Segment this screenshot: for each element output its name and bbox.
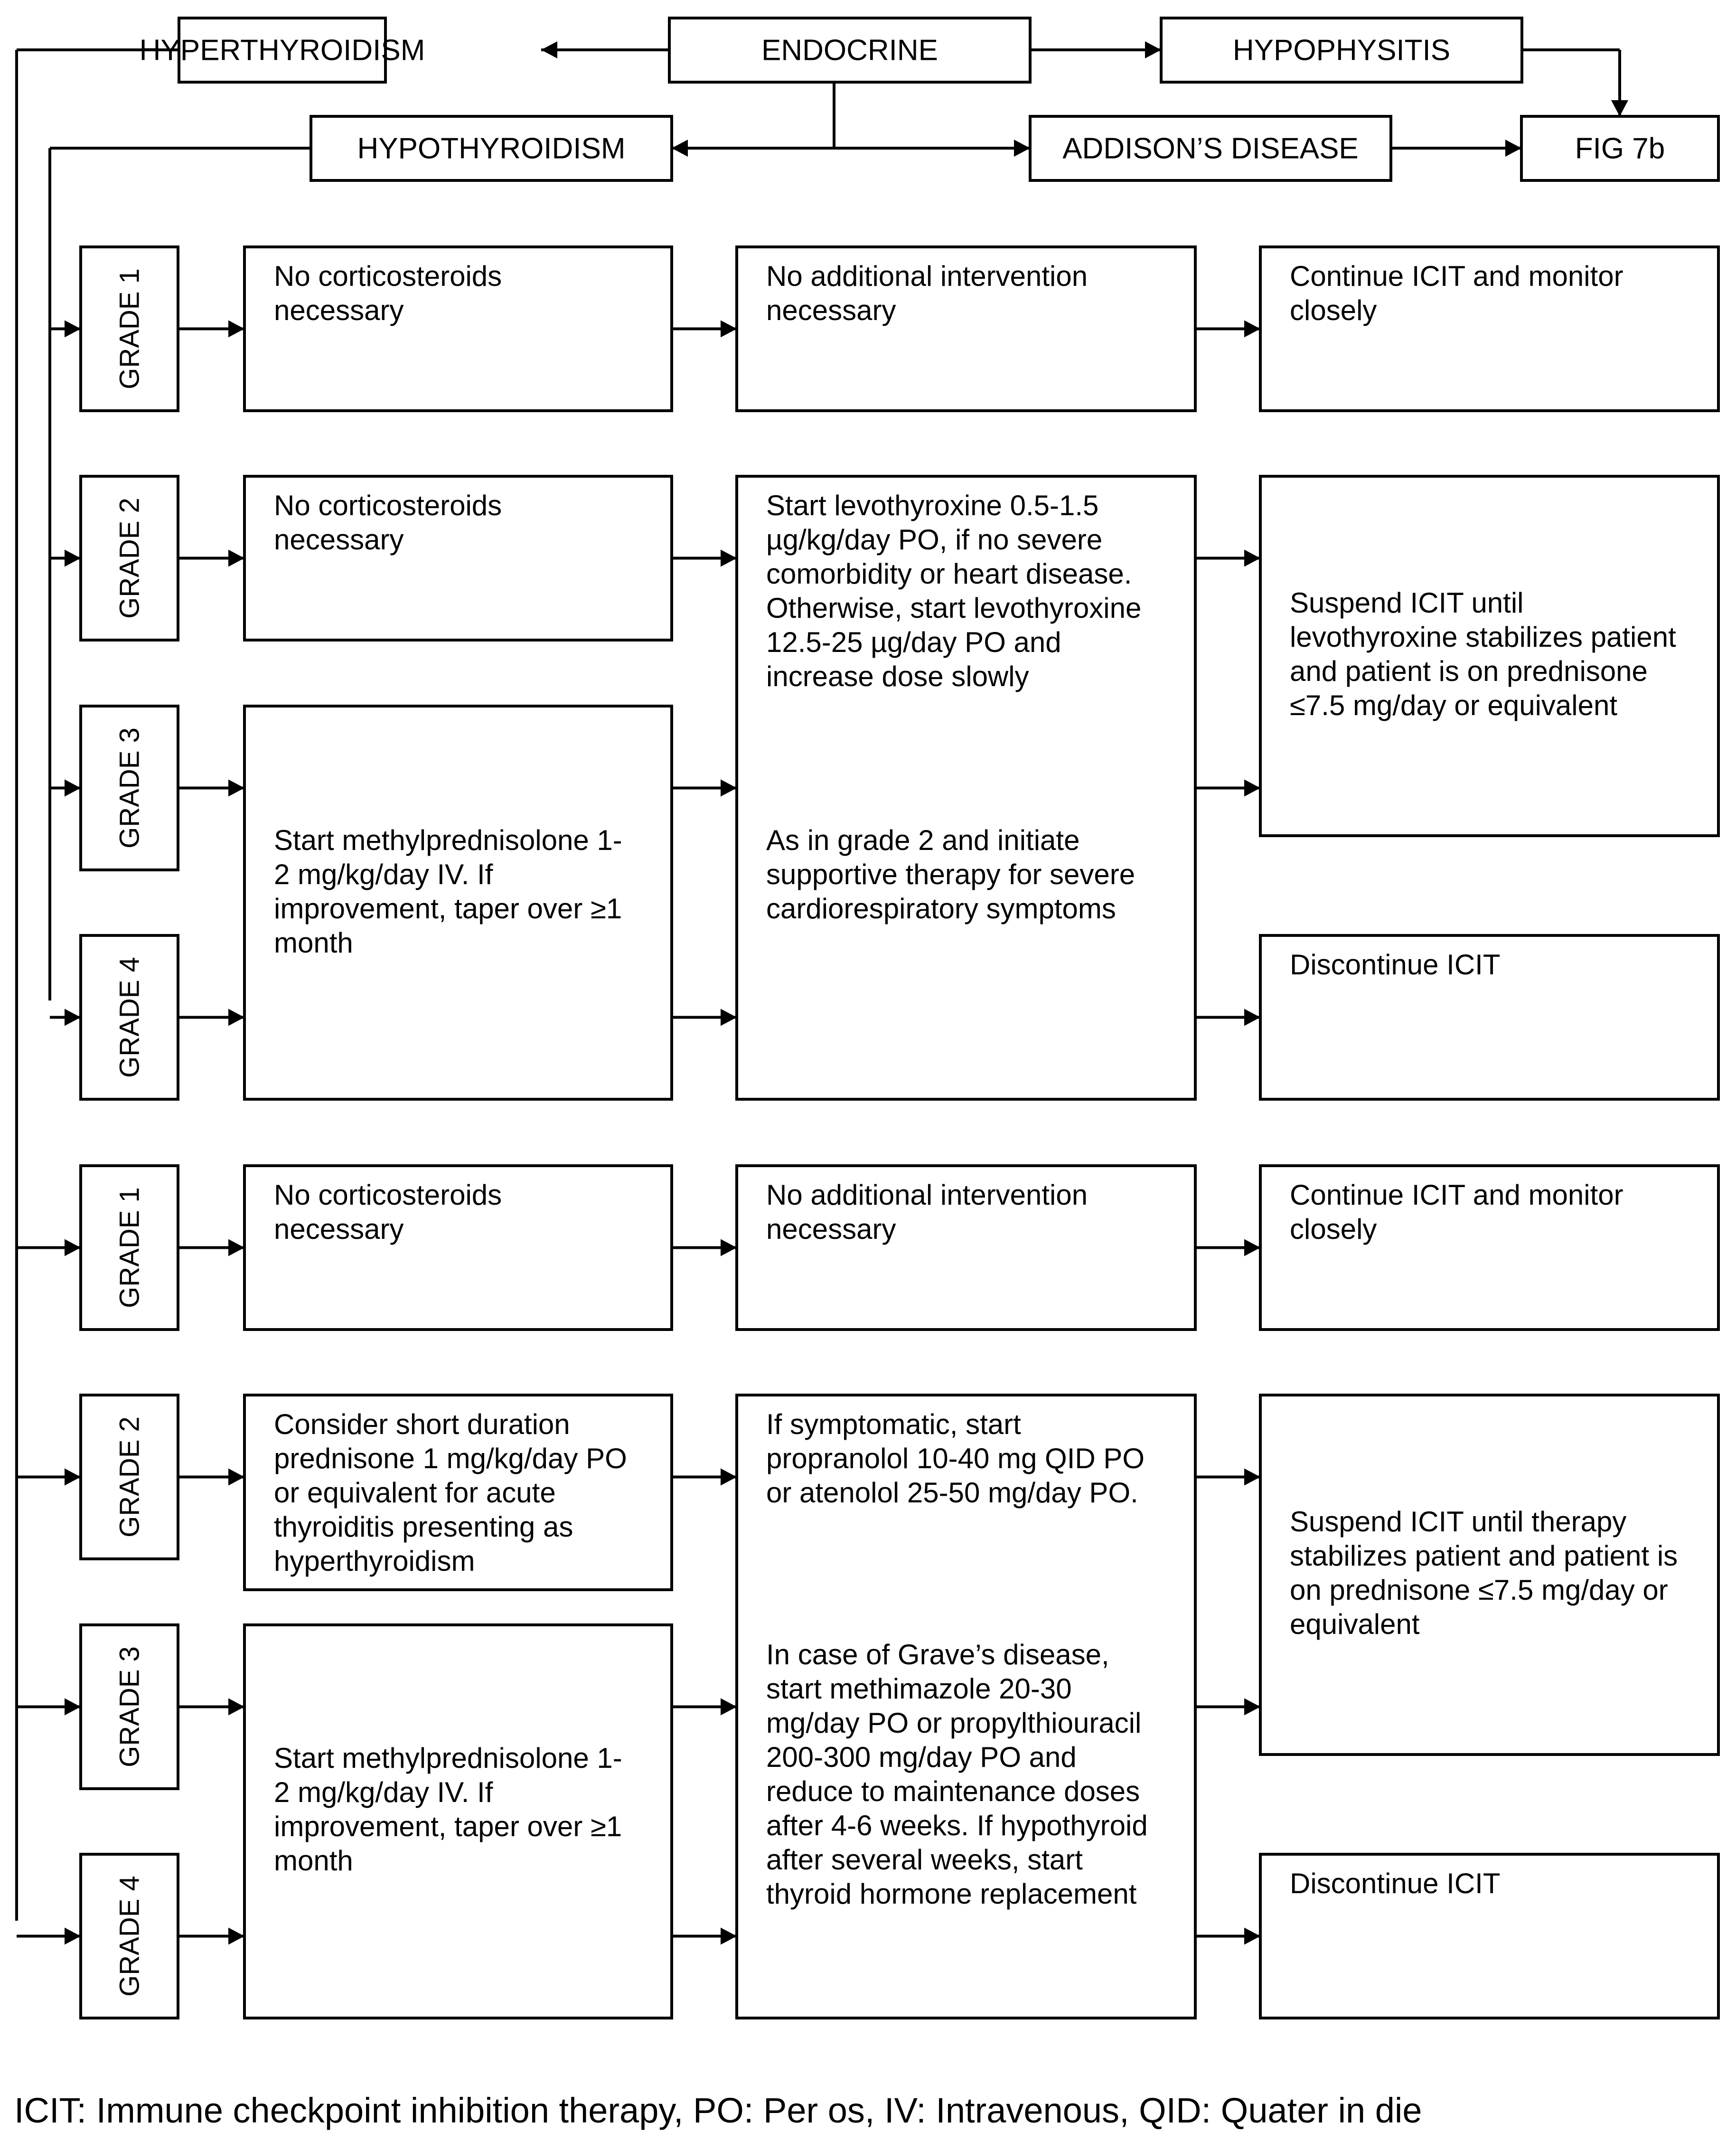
hypo-grade-3-to-action-head bbox=[1244, 780, 1260, 797]
hyper-g3g4-steroids-box-line: improvement, taper over ≥1 bbox=[274, 1811, 622, 1842]
hyper-grade-4-to-intervention-head bbox=[721, 1928, 737, 1945]
fig7b-box-label: FIG 7b bbox=[1575, 132, 1665, 165]
hyperthyroidism-box-label: HYPERTHYROIDISM bbox=[139, 34, 425, 67]
hyper-rail-to-grade-4-head bbox=[65, 1928, 81, 1945]
hyper-g1-intervention-box-line: necessary bbox=[766, 1213, 896, 1245]
hyper-grade-2-to-steroids-head bbox=[228, 1469, 244, 1486]
hypo-rail-to-grade-1-head bbox=[65, 321, 81, 338]
hyper-intervention-top-line: If symptomatic, start bbox=[766, 1408, 1021, 1440]
hypo-g3g4-steroids-box-line: improvement, taper over ≥1 bbox=[274, 893, 622, 925]
hypo-rail-to-grade-2-head bbox=[65, 550, 81, 567]
hyper-intervention-bottom-line: thyroid hormone replacement bbox=[766, 1878, 1137, 1910]
hypo-suspend-box-line: and patient is on prednisone bbox=[1290, 655, 1648, 687]
hypo-grade-2-to-action-head bbox=[1244, 550, 1260, 567]
hypothyroid-grade-4-label: GRADE 4 bbox=[114, 957, 145, 1078]
hypothyroid-grade-3-label: GRADE 3 bbox=[114, 727, 145, 849]
hypo-grade-4-to-steroids-head bbox=[228, 1009, 244, 1026]
hypo-g3g4-steroids-box-line: 2 mg/kg/day IV. If bbox=[274, 859, 493, 890]
hypo-suspend-box-line: Suspend ICIT until bbox=[1290, 587, 1524, 619]
hypo-grade-3-to-intervention-head bbox=[721, 780, 737, 797]
hypophysitis-to-fig7b-head bbox=[1611, 100, 1628, 116]
addisons-disease-box-label: ADDISON’S DISEASE bbox=[1062, 132, 1359, 165]
hyper-grade-1-to-steroids-head bbox=[228, 1239, 244, 1256]
hypo-g3g4-intervention-line: cardiorespiratory symptoms bbox=[766, 893, 1116, 925]
hyper-grade-4-to-steroids-head bbox=[228, 1928, 244, 1945]
hyper-g3g4-steroids-box-line: month bbox=[274, 1845, 353, 1877]
hypo-g1-steroids-box-line: No corticosteroids bbox=[274, 260, 502, 292]
hyper-g1-steroids-box-line: No corticosteroids bbox=[274, 1179, 502, 1211]
endocrine-box-label: ENDOCRINE bbox=[761, 34, 938, 67]
hypo-grade-1-to-intervention-head bbox=[721, 321, 737, 338]
hypo-grade-4-to-action-head bbox=[1244, 1009, 1260, 1026]
hyper-g2-steroids-box-line: Consider short duration bbox=[274, 1408, 570, 1440]
hyper-rail-to-grade-1-head bbox=[65, 1239, 81, 1256]
hyper-grade-1-to-intervention-head bbox=[721, 1239, 737, 1256]
hyper-intervention-bottom-line: after 4-6 weeks. If hypothyroid bbox=[766, 1810, 1148, 1841]
hypo-g2-intervention-line: comorbidity or heart disease. bbox=[766, 558, 1132, 590]
hyperthyroid-grade-1-label: GRADE 1 bbox=[114, 1187, 145, 1308]
hyper-g2-steroids-box-line: thyroiditis presenting as bbox=[274, 1511, 573, 1543]
hypo-g3g4-steroids-box-line: Start methylprednisolone 1- bbox=[274, 824, 622, 856]
hypo-discontinue-box-line: Discontinue ICIT bbox=[1290, 949, 1501, 981]
hypo-g3g4-intervention-line: As in grade 2 and initiate bbox=[766, 824, 1080, 856]
hyper-grade-2-to-action-head bbox=[1244, 1469, 1260, 1486]
hyper-intervention-bottom-line: reduce to maintenance doses bbox=[766, 1775, 1140, 1807]
hyper-intervention-bottom-line: mg/day PO or propylthiouracil bbox=[766, 1707, 1142, 1739]
hypo-suspend-box-line: ≤7.5 mg/day or equivalent bbox=[1290, 689, 1617, 721]
hyper-g2-steroids-box-line: hyperthyroidism bbox=[274, 1545, 475, 1577]
footnote: ICIT: Immune checkpoint inhibition therapy, PO: Per os, IV: Intravenous, QID: Quater in die bbox=[14, 2091, 1422, 2130]
hyper-grade-2-to-intervention-head bbox=[721, 1469, 737, 1486]
endocrine-to-hypophysitis-head bbox=[1145, 41, 1161, 58]
hyper-intervention-bottom-line: In case of Grave’s disease, bbox=[766, 1639, 1109, 1670]
hyper-g1-action-box-line: Continue ICIT and monitor bbox=[1290, 1179, 1623, 1211]
hypophysitis-box-label: HYPOPHYSITIS bbox=[1232, 34, 1451, 67]
flowchart-nodes bbox=[81, 18, 1718, 2018]
hyper-rail-to-grade-3-head bbox=[65, 1698, 81, 1716]
hypo-g1-intervention-box-line: necessary bbox=[766, 294, 896, 326]
hyper-g3g4-steroids-box-line: Start methylprednisolone 1- bbox=[274, 1742, 622, 1774]
hyper-g2-steroids-box-line: prednisone 1 mg/kg/day PO bbox=[274, 1443, 627, 1474]
hypo-grade-2-to-intervention-head bbox=[721, 550, 737, 567]
addisons-to-fig7b-head bbox=[1505, 140, 1521, 157]
hyper-grade-3-to-action-head bbox=[1244, 1698, 1260, 1716]
hyper-g1-action-box-line: closely bbox=[1290, 1213, 1377, 1245]
hyper-intervention-bottom-line: after several weeks, start bbox=[766, 1844, 1083, 1876]
hyperthyroid-grade-3-label: GRADE 3 bbox=[114, 1646, 145, 1767]
hypo-g2-intervention-line: increase dose slowly bbox=[766, 660, 1029, 692]
hypo-g2-intervention-line: Start levothyroxine 0.5-1.5 bbox=[766, 490, 1099, 521]
hypo-g3g4-steroids-box-line: month bbox=[274, 927, 353, 959]
hypothyroidism-box-label: HYPOTHYROIDISM bbox=[357, 132, 626, 165]
hypothyroid-grade-1-label: GRADE 1 bbox=[114, 268, 145, 389]
hyper-discontinue-box-line: Discontinue ICIT bbox=[1290, 1868, 1501, 1899]
hypo-g2-steroids-box-line: No corticosteroids bbox=[274, 490, 502, 521]
hypo-grade-3-to-steroids-head bbox=[228, 780, 244, 797]
hyperthyroid-grade-4-label: GRADE 4 bbox=[114, 1876, 145, 1997]
hypo-grade-4-to-intervention-head bbox=[721, 1009, 737, 1026]
hypo-g2-intervention-line: µg/kg/day PO, if no severe bbox=[766, 524, 1103, 556]
hypo-grade-1-to-action-head bbox=[1244, 321, 1260, 338]
hypo-g3g4-intervention-line: supportive therapy for severe bbox=[766, 859, 1135, 890]
hypo-g2-intervention-line: Otherwise, start levothyroxine bbox=[766, 592, 1142, 624]
hyper-suspend-box-line: Suspend ICIT until therapy bbox=[1290, 1506, 1627, 1538]
hypo-g1-action-box-line: Continue ICIT and monitor bbox=[1290, 260, 1623, 292]
hypo-grade-1-to-steroids-head bbox=[228, 321, 244, 338]
hyper-g2-steroids-box-line: or equivalent for acute bbox=[274, 1477, 556, 1509]
hyper-rail-to-grade-2-head bbox=[65, 1469, 81, 1486]
endocrine-to-hypothyroidism-head bbox=[672, 140, 688, 157]
hypo-suspend-box-line: levothyroxine stabilizes patient bbox=[1290, 621, 1676, 653]
hypo-rail-to-grade-4-head bbox=[65, 1009, 81, 1026]
endocrine-to-hyperthyroidism-head bbox=[541, 41, 557, 58]
hyper-suspend-box-line: stabilizes patient and patient is bbox=[1290, 1540, 1678, 1572]
hyper-grade-4-to-action-head bbox=[1244, 1928, 1260, 1945]
hyper-intervention-top-line: propranolol 10-40 mg QID PO bbox=[766, 1443, 1145, 1474]
hyper-suspend-box-line: on prednisone ≤7.5 mg/day or bbox=[1290, 1574, 1668, 1606]
hypo-g1-action-box-line: closely bbox=[1290, 294, 1377, 326]
hypo-g1-steroids-box-line: necessary bbox=[274, 294, 404, 326]
hypothyroid-grade-2-label: GRADE 2 bbox=[114, 498, 145, 619]
endocrine-to-addisons-head bbox=[1014, 140, 1030, 157]
hyper-intervention-bottom-line: start methimazole 20-30 bbox=[766, 1673, 1072, 1705]
hyper-suspend-box-line: equivalent bbox=[1290, 1608, 1420, 1640]
hyper-intervention-bottom-line: 200-300 mg/day PO and bbox=[766, 1741, 1077, 1773]
hyper-grade-1-to-action-head bbox=[1244, 1239, 1260, 1256]
hyper-g1-steroids-box-line: necessary bbox=[274, 1213, 404, 1245]
hyper-g1-intervention-box-line: No additional intervention bbox=[766, 1179, 1088, 1211]
hypo-rail-to-grade-3-head bbox=[65, 780, 81, 797]
hypo-g2-intervention-line: 12.5-25 µg/day PO and bbox=[766, 626, 1061, 658]
hyper-grade-3-to-intervention-head bbox=[721, 1698, 737, 1716]
hypo-grade-2-to-steroids-head bbox=[228, 550, 244, 567]
hyper-intervention-top-line: or atenolol 25-50 mg/day PO. bbox=[766, 1477, 1138, 1509]
hyperthyroid-grade-2-label: GRADE 2 bbox=[114, 1416, 145, 1538]
hyper-g3g4-steroids-box-line: 2 mg/kg/day IV. If bbox=[274, 1776, 493, 1808]
hyper-grade-3-to-steroids-head bbox=[228, 1698, 244, 1716]
hypo-g1-intervention-box-line: No additional intervention bbox=[766, 260, 1088, 292]
hypo-g2-steroids-box-line: necessary bbox=[274, 524, 404, 556]
